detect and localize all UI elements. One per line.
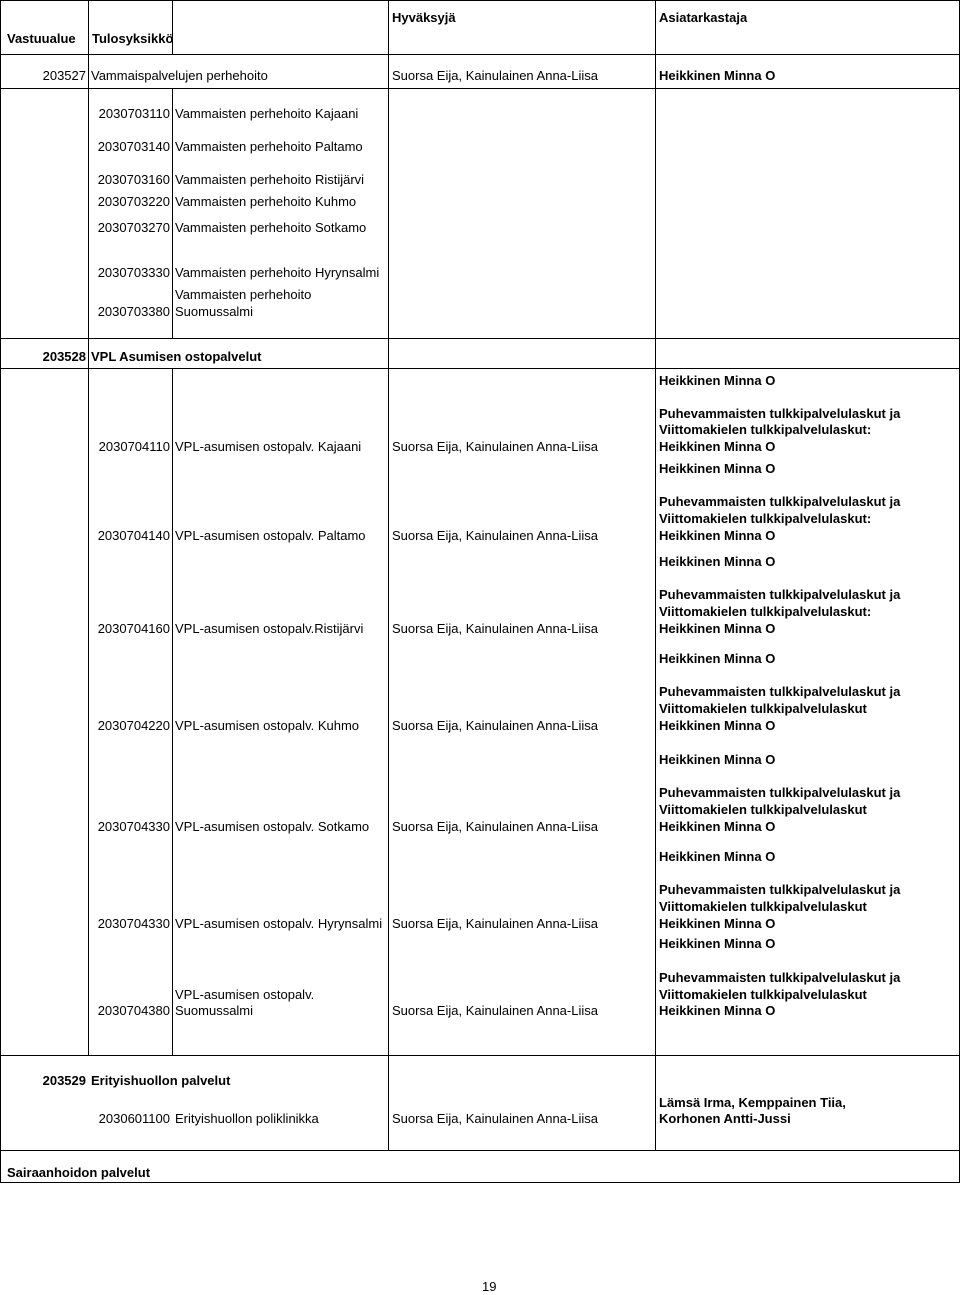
checker: Viittomakielen tulkkipalvelulaskut [659,701,867,716]
unit-name: Vammaisten perhehoito Paltamo [175,139,363,154]
checker: Puhevammaisten tulkkipalvelulaskut ja [659,684,901,699]
checker: Heikkinen Minna O [659,1003,776,1018]
approver: Suorsa Eija, Kainulainen Anna-Liisa [392,1111,598,1126]
checker: Heikkinen Minna O [659,554,776,569]
checker: Viittomakielen tulkkipalvelulaskut [659,802,867,817]
checker: Puhevammaisten tulkkipalvelulaskut ja [659,970,901,985]
grid-line [0,54,960,55]
grid-line [0,368,960,369]
checker: Puhevammaisten tulkkipalvelulaskut ja [659,494,901,509]
section-code: 203527 [42,68,86,83]
unit-code: 2030703330 [97,265,170,280]
checker: Korhonen Antti-Jussi [659,1111,791,1126]
unit-name: VPL-asumisen ostopalv. [175,987,315,1002]
unit-code: 2030703220 [97,194,170,209]
header-asiatarkastaja: Asiatarkastaja [659,10,748,25]
approver: Suorsa Eija, Kainulainen Anna-Liisa [392,528,598,543]
unit-name: Vammaisten perhehoito Kajaani [175,106,359,121]
checker: Heikkinen Minna O [659,528,776,543]
header-hyvaksyja: Hyväksyjä [392,10,456,25]
approver: Suorsa Eija, Kainulainen Anna-Liisa [392,819,598,834]
unit-name: VPL-asumisen ostopalv.Ristijärvi [175,621,364,636]
grid-line [172,88,173,338]
section-code: 203528 [42,349,86,364]
unit-code: 2030703270 [97,220,170,235]
section-name: Vammaispalvelujen perhehoito [91,68,268,83]
checker: Puhevammaisten tulkkipalvelulaskut ja [659,587,901,602]
unit-code: 2030601100 [98,1111,170,1126]
unit-name: Vammaisten perhehoito Ristijärvi [175,172,365,187]
unit-code: 2030703110 [98,106,170,121]
approver: Suorsa Eija, Kainulainen Anna-Liisa [392,718,598,733]
grid-line [172,368,173,1055]
checker: Puhevammaisten tulkkipalvelulaskut ja [659,406,901,421]
grid-line [0,1055,960,1056]
checker: Heikkinen Minna O [659,373,776,388]
checker: Heikkinen Minna O [659,718,776,733]
header-vastuualue: Vastuualue [7,31,76,46]
checker: Viittomakielen tulkkipalvelulaskut: [659,604,872,619]
unit-name: Vammaisten perhehoito Hyrynsalmi [175,265,380,280]
approver: Suorsa Eija, Kainulainen Anna-Liisa [392,1003,598,1018]
grid-line [388,0,389,1150]
checker: Viittomakielen tulkkipalvelulaskut: [659,511,872,526]
checker: Heikkinen Minna O [659,916,776,931]
unit-code: 2030704330 [97,916,170,931]
header-tulosyksikko: Tulosyksikkö [92,31,174,46]
unit-name: VPL-asumisen ostopalv. Kuhmo [175,718,360,733]
checker: Heikkinen Minna O [659,439,776,454]
unit-code: 2030704330 [97,819,170,834]
approver: Suorsa Eija, Kainulainen Anna-Liisa [392,68,598,83]
grid-line [655,0,656,1150]
checker: Puhevammaisten tulkkipalvelulaskut ja [659,785,901,800]
section-name: VPL Asumisen ostopalvelut [91,349,262,364]
unit-name: Vammaisten perhehoito [175,287,312,302]
checker: Puhevammaisten tulkkipalvelulaskut ja [659,882,901,897]
checker: Viittomakielen tulkkipalvelulaskut [659,987,867,1002]
unit-name: Erityishuollon poliklinikka [175,1111,319,1126]
unit-name: VPL-asumisen ostopalv. Kajaani [175,439,362,454]
unit-code: 2030703160 [97,172,170,187]
checker: Heikkinen Minna O [659,68,776,83]
unit-name: Suomussalmi [175,1003,254,1018]
unit-name: VPL-asumisen ostopalv. Hyrynsalmi [175,916,383,931]
unit-name: Suomussalmi [175,304,254,319]
grid-line [0,338,960,339]
unit-code: 2030704380 [97,1003,170,1018]
approver: Suorsa Eija, Kainulainen Anna-Liisa [392,439,598,454]
checker: Viittomakielen tulkkipalvelulaskut [659,899,867,914]
approver: Suorsa Eija, Kainulainen Anna-Liisa [392,621,598,636]
unit-code: 2030704110 [98,439,170,454]
unit-name: VPL-asumisen ostopalv. Sotkamo [175,819,370,834]
unit-name: Vammaisten perhehoito Sotkamo [175,220,367,235]
checker: Heikkinen Minna O [659,621,776,636]
checker: Heikkinen Minna O [659,752,776,767]
section-name: Sairaanhoidon palvelut [7,1165,151,1180]
grid-line [0,88,960,89]
unit-code: 2030704220 [97,718,170,733]
page-number: 19 [482,1279,497,1294]
approver: Suorsa Eija, Kainulainen Anna-Liisa [392,916,598,931]
unit-name: Vammaisten perhehoito Kuhmo [175,194,357,209]
unit-code: 2030704160 [97,621,170,636]
checker: Lämsä Irma, Kemppainen Tiia, [659,1095,846,1110]
checker: Heikkinen Minna O [659,651,776,666]
grid-line [88,0,89,1055]
checker: Heikkinen Minna O [659,819,776,834]
section-code: 203529 [42,1073,86,1088]
checker: Heikkinen Minna O [659,849,776,864]
checker: Heikkinen Minna O [659,936,776,951]
unit-code: 2030703140 [97,139,170,154]
unit-code: 2030704140 [97,528,170,543]
unit-name: VPL-asumisen ostopalv. Paltamo [175,528,366,543]
grid-line [0,1150,960,1151]
checker: Viittomakielen tulkkipalvelulaskut: [659,422,872,437]
checker: Heikkinen Minna O [659,461,776,476]
unit-code: 2030703380 [97,304,170,319]
section-name: Erityishuollon palvelut [91,1073,231,1088]
